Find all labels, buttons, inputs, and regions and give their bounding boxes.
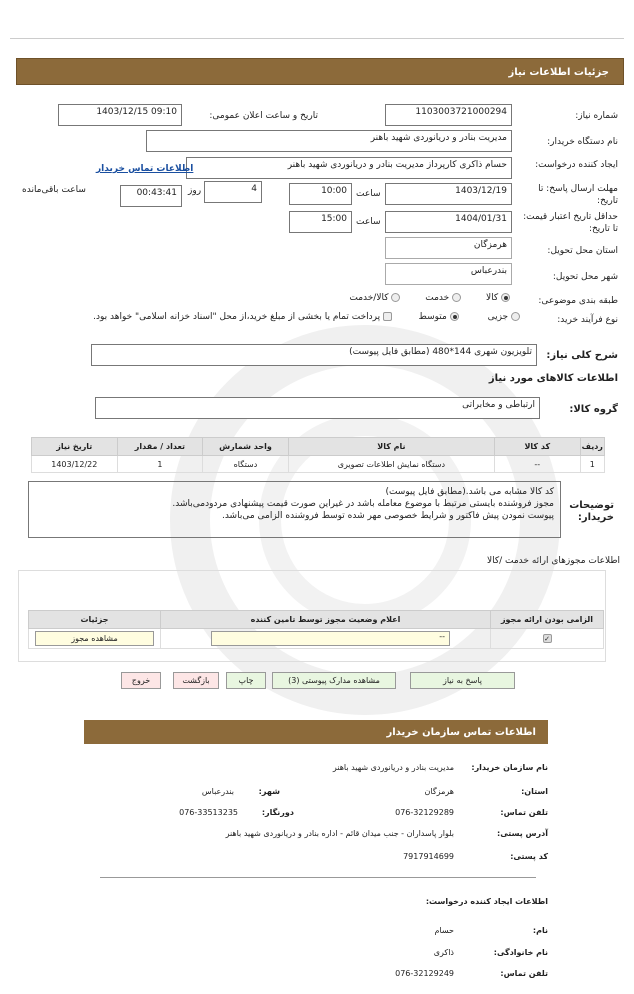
radio-service[interactable] [452,293,461,302]
need-number-field: 1103003721000294 [385,104,512,126]
attachments-button[interactable]: مشاهده مدارک پیوستی (3) [272,672,396,689]
radio-medium[interactable] [450,312,459,321]
goods-info-heading: اطلاعات کالاهای مورد نیاز [488,373,618,384]
permit-col-required: الزامی بودن ارائه مجوز [491,611,604,629]
deadline-time-label: ساعت [356,189,381,199]
buyer-note-line: پیوست نمودن پیش فاکتور و شرایط خصوصی مهر شده توسط فروشنده الزامی می‌باشد. [221,511,554,521]
contact-address: بلوار پاسداران - جنب میدان قائم - اداره بنادر و دریانوردی شهید باهنر [225,829,454,838]
price-validity-label: حداقل تاریخ اعتبار قیمت: تا تاریخ: [523,212,618,234]
goods-group-label: گروه کالا: [569,404,618,415]
goods-col-name: نام کالا [288,438,494,456]
creator-phone: 076-32129249 [395,969,454,978]
permit-col-details: جزئیات [29,611,161,629]
contact-province-label: استان: [521,787,548,796]
goods-cell-date: 1403/12/22 [32,456,118,473]
goods-cell-code: -- [495,456,581,473]
contact-header [84,720,548,744]
permit-required-cell [491,629,604,649]
goods-col-date: تاریخ نیاز [32,438,118,456]
permit-required-checkbox: ✓ [544,635,550,643]
goods-col-code: کد کالا [495,438,581,456]
goods-cell-name: دستگاه نمایش اطلاعات تصویری [288,456,494,473]
contact-city-label: شهر: [258,787,280,796]
goods-cell-row: 1 [580,456,604,473]
remaining-label: ساعت باقی‌مانده [22,185,86,195]
buyer-contact-link[interactable]: اطلاعات تماس خریدار [96,164,194,174]
buyer-notes-label: توضیحات خریدار: [569,500,614,523]
days-label: روز [188,186,202,196]
buyer-org-label: نام دستگاه خریدار: [547,137,618,147]
permit-details-cell [29,629,161,649]
buyer-org-field: مدیریت بنادر و دریانوردی شهید باهنر [146,130,512,152]
contact-divider [100,877,536,878]
contact-phone-label: تلفن تماس: [500,808,548,817]
radio-goods-service[interactable] [391,293,400,302]
radio-goods[interactable] [501,293,510,302]
radio-minor-label: جزیی [487,312,509,322]
top-divider [10,38,624,39]
price-validity-time-field: 15:00 [289,211,352,233]
goods-col-row: ردیف [580,438,604,456]
buyer-notes-box [28,481,561,538]
goods-col-qty: تعداد / مقدار [117,438,203,456]
deadline-label: مهلت ارسال پاسخ: تا تاریخ: [538,184,618,206]
radio-goods-label: کالا [485,293,499,303]
contact-postal-label: کد پستی: [510,852,548,861]
province-field: هرمزگان [385,237,512,259]
remaining-time-field: 00:43:41 [120,185,182,207]
goods-cell-unit: دستگاه [203,456,289,473]
payment-checkbox[interactable] [383,312,392,321]
payment-option [52,312,392,322]
print-button[interactable]: چاپ [226,672,266,689]
goods-col-unit: واحد شمارش [203,438,289,456]
price-validity-time-label: ساعت [356,217,381,227]
table-row [32,456,605,473]
creator-label: ایجاد کننده درخواست: [535,160,618,170]
days-field: 4 [204,181,262,203]
creator-last-name: ذاکری [433,948,454,957]
creator-field: حسام ذاکری کارپرداز مدیریت بنادر و دریانوردی شهید باهنر [186,157,512,179]
contact-postal: 7917914699 [403,852,454,861]
creator-phone-label: تلفن تماس: [500,969,548,978]
creator-first-name: حسام [434,926,454,935]
radio-goods-service-label: کالا/خدمت [349,293,389,303]
price-validity-date-field: 1404/01/31 [385,211,512,233]
summary-field: تلویزیون شهری 144*480 (مطابق فایل پیوست) [91,344,537,366]
goods-cell-qty: 1 [117,456,203,473]
buyer-note-line: مجوز فروشنده بایستی مرتبط با موضوع معامله باشد در غیراین صورت قیمت پیشنهادی مردودمی‌باشد. [172,499,554,509]
goods-table [31,437,605,473]
contact-phone: 076-32129289 [395,808,454,817]
need-number-label: شماره نیاز: [575,111,618,121]
radio-service-label: خدمت [425,293,450,303]
creator-last-name-label: نام خانوادگی: [493,948,548,957]
payment-note: پرداخت تمام یا بخشی از مبلغ خرید،از محل "اسناد خزانه اسلامی" خواهد بود. [93,312,381,322]
permits-table [28,610,604,649]
summary-label: شرح کلی نیاز: [546,350,618,361]
city-label: شهر محل تحویل: [552,272,618,282]
goods-group-field: ارتباطی و مخابراتی [95,397,540,419]
back-button[interactable]: بازگشت [173,672,219,689]
contact-fax-label: دورنگار: [261,808,294,817]
contact-title: اطلاعات تماس سازمان خریدار [386,727,536,738]
permit-col-status: اعلام وضعیت مجوز توسط تامین کننده [161,611,491,629]
process-label: نوع فرآیند خرید: [557,315,618,325]
category-label: طبقه بندی موضوعی: [538,296,618,306]
deadline-time-field: 10:00 [289,183,352,205]
contact-org: مدیریت بنادر و دریانوردی شهید باهنر [332,763,454,772]
exit-button[interactable]: خروج [121,672,161,689]
permit-status-cell [161,629,491,649]
announce-field: 1403/12/15 09:10 [58,104,182,126]
category-options [330,293,510,307]
permits-heading: اطلاعات مجوزهای ارائه خدمت /کالا [486,556,620,566]
deadline-date-field: 1403/12/19 [385,183,512,205]
radio-minor[interactable] [511,312,520,321]
creator-info-title: اطلاعات ایجاد کننده درخواست: [425,897,548,906]
view-permit-button[interactable]: مشاهده مجوز [35,631,154,646]
page-header [16,58,624,85]
city-field: بندرعباس [385,263,512,285]
buyer-note-line: کد کالا مشابه می باشد.(مطابق فایل پیوست) [385,487,554,497]
contact-province: هرمزگان [424,787,454,796]
page-title: جزئیات اطلاعات نیاز [508,67,609,78]
province-label: استان محل تحویل: [547,246,618,256]
announce-label: تاریخ و ساعت اعلان عمومی: [209,111,318,121]
permit-status-field[interactable]: -- [211,631,450,646]
contact-fax: 076-33513235 [179,808,238,817]
contact-city: بندرعباس [201,787,234,796]
contact-address-label: آدرس پستی: [497,829,548,838]
reply-button[interactable]: پاسخ به نیاز [410,672,515,689]
radio-medium-label: متوسط [418,312,447,322]
creator-first-name-label: نام: [532,926,548,935]
contact-org-label: نام سازمان خریدار: [471,763,548,772]
